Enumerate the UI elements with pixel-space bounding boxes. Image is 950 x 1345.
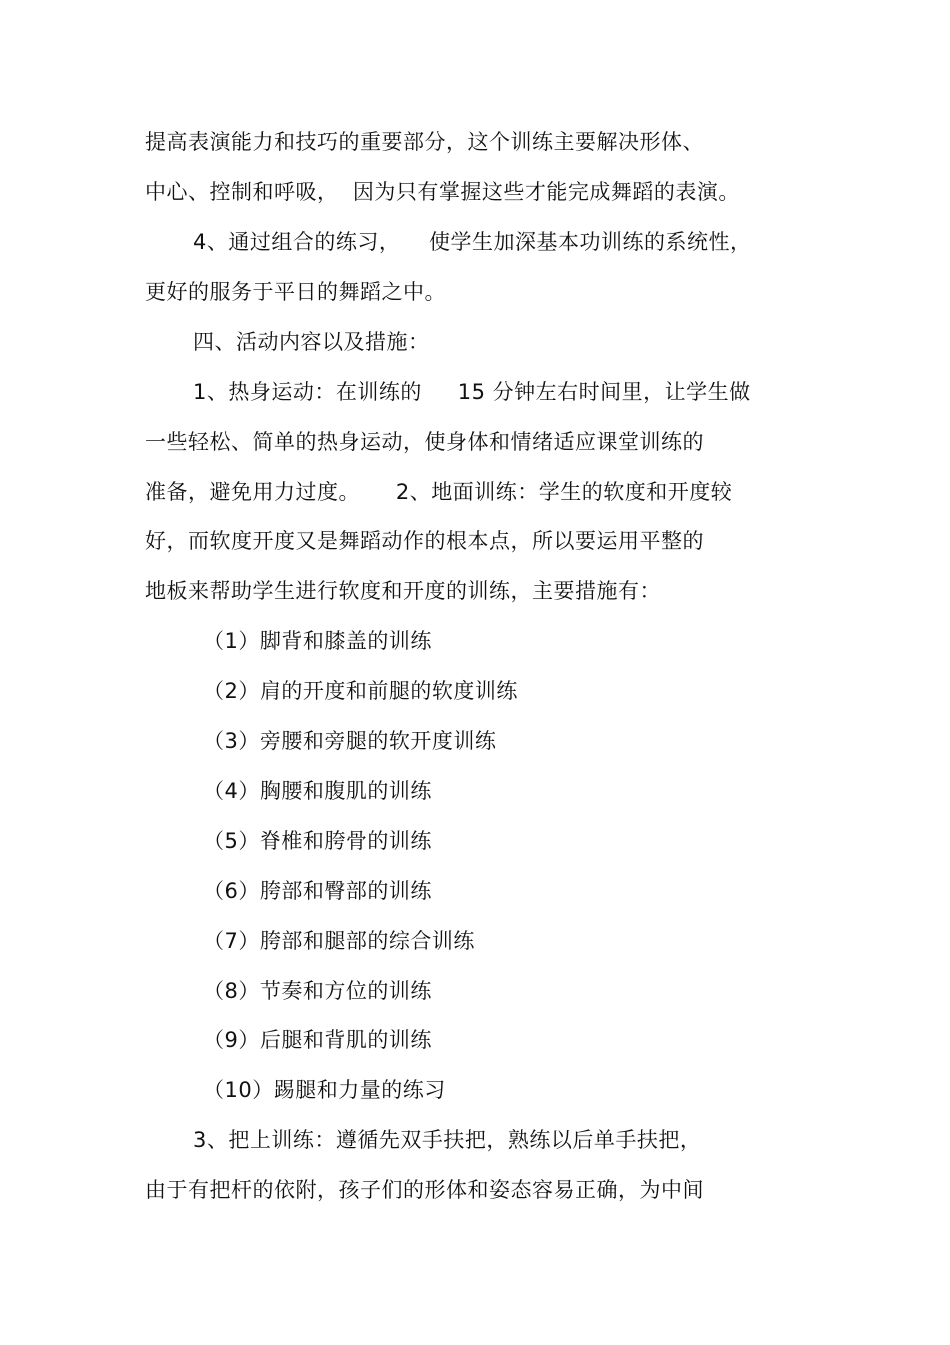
text-line: 准备，避免用力过度。 2、地面训练：学生的软度和开度较: [145, 480, 733, 504]
list-item: （4）胸腰和腹肌的训练: [203, 779, 432, 803]
text-line: 好，而软度开度又是舞蹈动作的根本点，所以要运用平整的: [145, 529, 704, 553]
text-line: 3、把上训练：遵循先双手扶把，熟练以后单手扶把，: [193, 1128, 702, 1152]
list-item: （1）脚背和膝盖的训练: [203, 629, 432, 653]
list-item: （5）脊椎和胯骨的训练: [203, 829, 432, 853]
list-item: （6）胯部和臀部的训练: [203, 879, 432, 903]
section-heading: 四、活动内容以及措施：: [193, 330, 430, 354]
list-item: （10）踢腿和力量的练习: [203, 1078, 446, 1102]
text-line: 1、热身运动：在训练的 15 分钟左右时间里，让学生做: [193, 380, 751, 404]
text-line: 由于有把杆的依附，孩子们的形体和姿态容易正确，为中间: [145, 1178, 704, 1202]
list-item: （9）后腿和背肌的训练: [203, 1028, 432, 1052]
text-line: 提高表演能力和技巧的重要部分，这个训练主要解决形体、: [145, 130, 704, 154]
list-item: （7）胯部和腿部的综合训练: [203, 929, 475, 953]
text-line: 地板来帮助学生进行软度和开度的训练，主要措施有：: [145, 579, 661, 603]
list-item: （2）肩的开度和前腿的软度训练: [203, 679, 518, 703]
text-line: 中心、控制和呼吸， 因为只有掌握这些才能完成舞蹈的表演。: [145, 180, 740, 204]
text-line: 更好的服务于平日的舞蹈之中。: [145, 280, 446, 304]
list-item: （8）节奏和方位的训练: [203, 979, 432, 1003]
list-item: （3）旁腰和旁腿的软开度训练: [203, 729, 497, 753]
text-line: 4、通过组合的练习， 使学生加深基本功训练的系统性，: [193, 230, 752, 254]
text-line: 一些轻松、简单的热身运动，使身体和情绪适应课堂训练的: [145, 430, 704, 454]
